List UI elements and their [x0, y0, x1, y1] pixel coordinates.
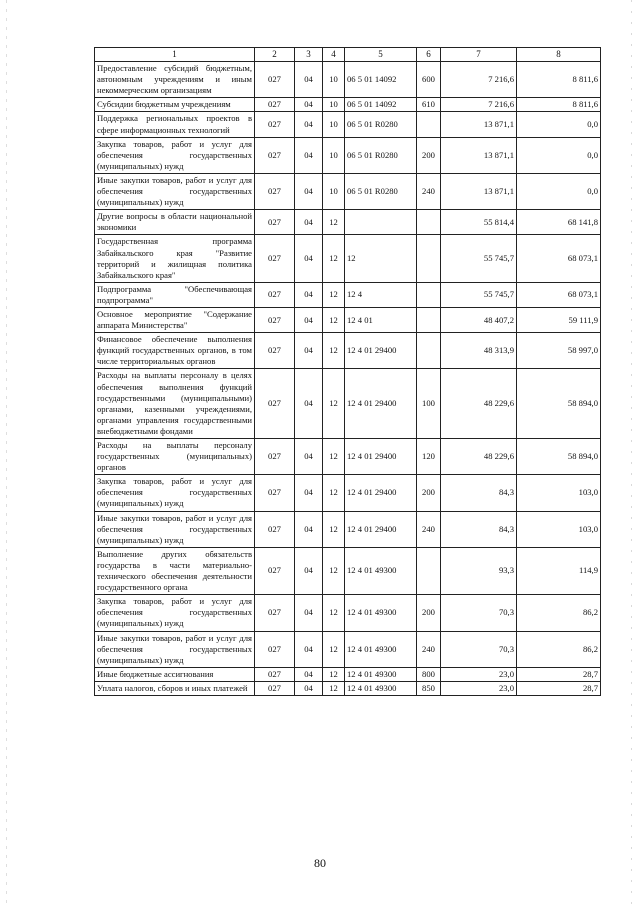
table-row [95, 439, 601, 475]
amount-year2-cell: 114,9 [517, 547, 601, 594]
row-description-cell: Расходы на выплаты персоналу в целях обеспечения выполнения функций государственными (муниципальными) органами, казенными учреждениями, органами управления государственными внебюджетными фондами [95, 369, 255, 439]
row-description-cell: Уплата налогов, сборов и иных платежей [95, 681, 255, 695]
amount-year2-cell: 86,2 [517, 595, 601, 631]
section-cell: 04 [295, 631, 323, 667]
admin-code-cell: 027 [255, 333, 295, 369]
amount-year1-cell: 84,3 [441, 511, 517, 547]
amount-year2-cell: 0,0 [517, 173, 601, 209]
amount-year2-cell: 58 894,0 [517, 369, 601, 439]
table-row [95, 681, 601, 695]
expense-type-cell: 240 [417, 173, 441, 209]
row-description-cell: Иные закупки товаров, работ и услуг для обеспечения государственных (муниципальных) нужд [95, 511, 255, 547]
amount-year1-cell: 13 871,1 [441, 137, 517, 173]
row-description-cell: Иные закупки товаров, работ и услуг для обеспечения государственных (муниципальных) нужд [95, 173, 255, 209]
column-header: 1 [95, 48, 255, 62]
target-article-cell: 12 4 01 29400 [345, 369, 417, 439]
section-cell: 04 [295, 307, 323, 332]
admin-code-cell: 027 [255, 235, 295, 282]
subsection-cell: 12 [323, 439, 345, 475]
amount-year1-cell: 70,3 [441, 631, 517, 667]
row-description-cell: Выполнение других обязательств государства в части материально-технического обеспечения деятельности государственного органа [95, 547, 255, 594]
table-header-row [95, 48, 601, 62]
expense-type-cell: 200 [417, 475, 441, 511]
column-header: 2 [255, 48, 295, 62]
amount-year1-cell: 55 745,7 [441, 282, 517, 307]
column-header: 6 [417, 48, 441, 62]
row-description-cell: Иные закупки товаров, работ и услуг для обеспечения государственных (муниципальных) нужд [95, 631, 255, 667]
section-cell: 04 [295, 369, 323, 439]
amount-year1-cell: 23,0 [441, 667, 517, 681]
table-row [95, 62, 601, 98]
target-article-cell: 12 4 01 49300 [345, 595, 417, 631]
row-description-cell: Иные бюджетные ассигнования [95, 667, 255, 681]
expense-type-cell: 240 [417, 631, 441, 667]
amount-year1-cell: 93,3 [441, 547, 517, 594]
expense-type-cell: 200 [417, 137, 441, 173]
expense-type-cell: 850 [417, 681, 441, 695]
section-cell: 04 [295, 173, 323, 209]
subsection-cell: 12 [323, 667, 345, 681]
row-description-cell: Расходы на выплаты персоналу государственных (муниципальных) органов [95, 439, 255, 475]
expense-type-cell: 610 [417, 98, 441, 112]
subsection-cell: 12 [323, 333, 345, 369]
expense-type-cell: 600 [417, 62, 441, 98]
amount-year2-cell: 68 073,1 [517, 235, 601, 282]
row-description-cell: Государственная программа Забайкальского края "Развитие территорий и жилищная политика Забайкальского края" [95, 235, 255, 282]
column-header: 8 [517, 48, 601, 62]
column-header: 3 [295, 48, 323, 62]
budget-table [94, 47, 601, 696]
section-cell: 04 [295, 282, 323, 307]
expense-type-cell: 200 [417, 595, 441, 631]
column-header: 5 [345, 48, 417, 62]
amount-year2-cell: 0,0 [517, 137, 601, 173]
amount-year1-cell: 48 407,2 [441, 307, 517, 332]
row-description-cell: Подпрограмма "Обеспечивающая подпрограмма" [95, 282, 255, 307]
row-description-cell: Основное мероприятие "Содержание аппарата Министерства" [95, 307, 255, 332]
admin-code-cell: 027 [255, 173, 295, 209]
amount-year1-cell: 13 871,1 [441, 173, 517, 209]
amount-year1-cell: 48 313,9 [441, 333, 517, 369]
table-row [95, 282, 601, 307]
amount-year2-cell: 103,0 [517, 511, 601, 547]
amount-year2-cell: 8 811,6 [517, 98, 601, 112]
amount-year2-cell: 58 997,0 [517, 333, 601, 369]
amount-year1-cell: 7 216,6 [441, 62, 517, 98]
subsection-cell: 12 [323, 631, 345, 667]
target-article-cell [345, 210, 417, 235]
subsection-cell: 12 [323, 511, 345, 547]
section-cell: 04 [295, 667, 323, 681]
table-row [95, 631, 601, 667]
admin-code-cell: 027 [255, 511, 295, 547]
subsection-cell: 12 [323, 369, 345, 439]
table-row [95, 475, 601, 511]
table-row [95, 595, 601, 631]
amount-year2-cell: 103,0 [517, 475, 601, 511]
admin-code-cell: 027 [255, 98, 295, 112]
subsection-cell: 12 [323, 235, 345, 282]
admin-code-cell: 027 [255, 112, 295, 137]
amount-year2-cell: 68 141,8 [517, 210, 601, 235]
row-description-cell: Закупка товаров, работ и услуг для обеспечения государственных (муниципальных) нужд [95, 595, 255, 631]
row-description-cell: Другие вопросы в области национальной экономики [95, 210, 255, 235]
amount-year1-cell: 55 814,4 [441, 210, 517, 235]
expense-type-cell [417, 307, 441, 332]
section-cell: 04 [295, 112, 323, 137]
page-number: 80 [314, 856, 326, 870]
subsection-cell: 12 [323, 210, 345, 235]
subsection-cell: 12 [323, 307, 345, 332]
row-description-cell: Финансовое обеспечение выполнения функций государственных органов, в том числе территориальных органов [95, 333, 255, 369]
expense-type-cell [417, 282, 441, 307]
amount-year1-cell: 48 229,6 [441, 439, 517, 475]
amount-year2-cell: 58 894,0 [517, 439, 601, 475]
expense-type-cell: 100 [417, 369, 441, 439]
admin-code-cell: 027 [255, 595, 295, 631]
target-article-cell: 12 4 01 29400 [345, 333, 417, 369]
expense-type-cell [417, 112, 441, 137]
expense-type-cell: 120 [417, 439, 441, 475]
target-article-cell: 12 4 01 49300 [345, 681, 417, 695]
section-cell: 04 [295, 62, 323, 98]
amount-year2-cell: 68 073,1 [517, 282, 601, 307]
amount-year1-cell: 70,3 [441, 595, 517, 631]
row-description-cell: Субсидии бюджетным учреждениям [95, 98, 255, 112]
table-row [95, 547, 601, 594]
table-row [95, 333, 601, 369]
section-cell: 04 [295, 595, 323, 631]
admin-code-cell: 027 [255, 547, 295, 594]
table-row [95, 369, 601, 439]
table-row [95, 98, 601, 112]
admin-code-cell: 027 [255, 62, 295, 98]
admin-code-cell: 027 [255, 439, 295, 475]
target-article-cell: 06 5 01 R0280 [345, 137, 417, 173]
section-cell: 04 [295, 475, 323, 511]
amount-year1-cell: 7 216,6 [441, 98, 517, 112]
subsection-cell: 10 [323, 112, 345, 137]
amount-year1-cell: 55 745,7 [441, 235, 517, 282]
section-cell: 04 [295, 98, 323, 112]
row-description-cell: Предоставление субсидий бюджетным, автономным учреждениям и иным некоммерческим организациям [95, 62, 255, 98]
section-cell: 04 [295, 333, 323, 369]
admin-code-cell: 027 [255, 667, 295, 681]
section-cell: 04 [295, 210, 323, 235]
table-row [95, 307, 601, 332]
admin-code-cell: 027 [255, 475, 295, 511]
target-article-cell: 12 4 01 29400 [345, 439, 417, 475]
admin-code-cell: 027 [255, 369, 295, 439]
subsection-cell: 10 [323, 173, 345, 209]
subsection-cell: 12 [323, 475, 345, 511]
admin-code-cell: 027 [255, 681, 295, 695]
amount-year2-cell: 8 811,6 [517, 62, 601, 98]
expense-type-cell [417, 333, 441, 369]
target-article-cell: 12 4 [345, 282, 417, 307]
admin-code-cell: 027 [255, 282, 295, 307]
admin-code-cell: 027 [255, 631, 295, 667]
target-article-cell: 12 4 01 49300 [345, 667, 417, 681]
subsection-cell: 10 [323, 62, 345, 98]
target-article-cell: 06 5 01 R0280 [345, 173, 417, 209]
section-cell: 04 [295, 235, 323, 282]
row-description-cell: Закупка товаров, работ и услуг для обеспечения государственных (муниципальных) нужд [95, 475, 255, 511]
amount-year2-cell: 28,7 [517, 681, 601, 695]
target-article-cell: 12 4 01 49300 [345, 547, 417, 594]
amount-year1-cell: 23,0 [441, 681, 517, 695]
amount-year1-cell: 13 871,1 [441, 112, 517, 137]
target-article-cell: 06 5 01 14092 [345, 62, 417, 98]
expense-type-cell [417, 210, 441, 235]
section-cell: 04 [295, 511, 323, 547]
subsection-cell: 12 [323, 595, 345, 631]
scan-edge-mark [631, 0, 632, 905]
amount-year2-cell: 0,0 [517, 112, 601, 137]
expense-type-cell: 240 [417, 511, 441, 547]
expense-type-cell [417, 547, 441, 594]
table-body [95, 62, 601, 696]
row-description-cell: Закупка товаров, работ и услуг для обеспечения государственных (муниципальных) нужд [95, 137, 255, 173]
subsection-cell: 12 [323, 681, 345, 695]
expense-type-cell: 800 [417, 667, 441, 681]
table-row [95, 210, 601, 235]
target-article-cell: 06 5 01 14092 [345, 98, 417, 112]
section-cell: 04 [295, 547, 323, 594]
target-article-cell: 12 4 01 [345, 307, 417, 332]
target-article-cell: 12 4 01 29400 [345, 475, 417, 511]
column-header: 7 [441, 48, 517, 62]
subsection-cell: 10 [323, 98, 345, 112]
row-description-cell: Поддержка региональных проектов в сфере информационных технологий [95, 112, 255, 137]
amount-year2-cell: 28,7 [517, 667, 601, 681]
amount-year1-cell: 84,3 [441, 475, 517, 511]
table-row [95, 511, 601, 547]
admin-code-cell: 027 [255, 307, 295, 332]
scan-edge-mark [6, 0, 7, 905]
admin-code-cell: 027 [255, 137, 295, 173]
amount-year2-cell: 59 111,9 [517, 307, 601, 332]
subsection-cell: 12 [323, 282, 345, 307]
table-row [95, 235, 601, 282]
section-cell: 04 [295, 439, 323, 475]
target-article-cell: 12 4 01 29400 [345, 511, 417, 547]
subsection-cell: 10 [323, 137, 345, 173]
amount-year2-cell: 86,2 [517, 631, 601, 667]
section-cell: 04 [295, 137, 323, 173]
section-cell: 04 [295, 681, 323, 695]
target-article-cell: 12 4 01 49300 [345, 631, 417, 667]
expense-type-cell [417, 235, 441, 282]
table-row [95, 112, 601, 137]
table-row [95, 667, 601, 681]
table-row [95, 137, 601, 173]
amount-year1-cell: 48 229,6 [441, 369, 517, 439]
table-row [95, 173, 601, 209]
column-header: 4 [323, 48, 345, 62]
subsection-cell: 12 [323, 547, 345, 594]
target-article-cell: 06 5 01 R0280 [345, 112, 417, 137]
target-article-cell: 12 [345, 235, 417, 282]
admin-code-cell: 027 [255, 210, 295, 235]
